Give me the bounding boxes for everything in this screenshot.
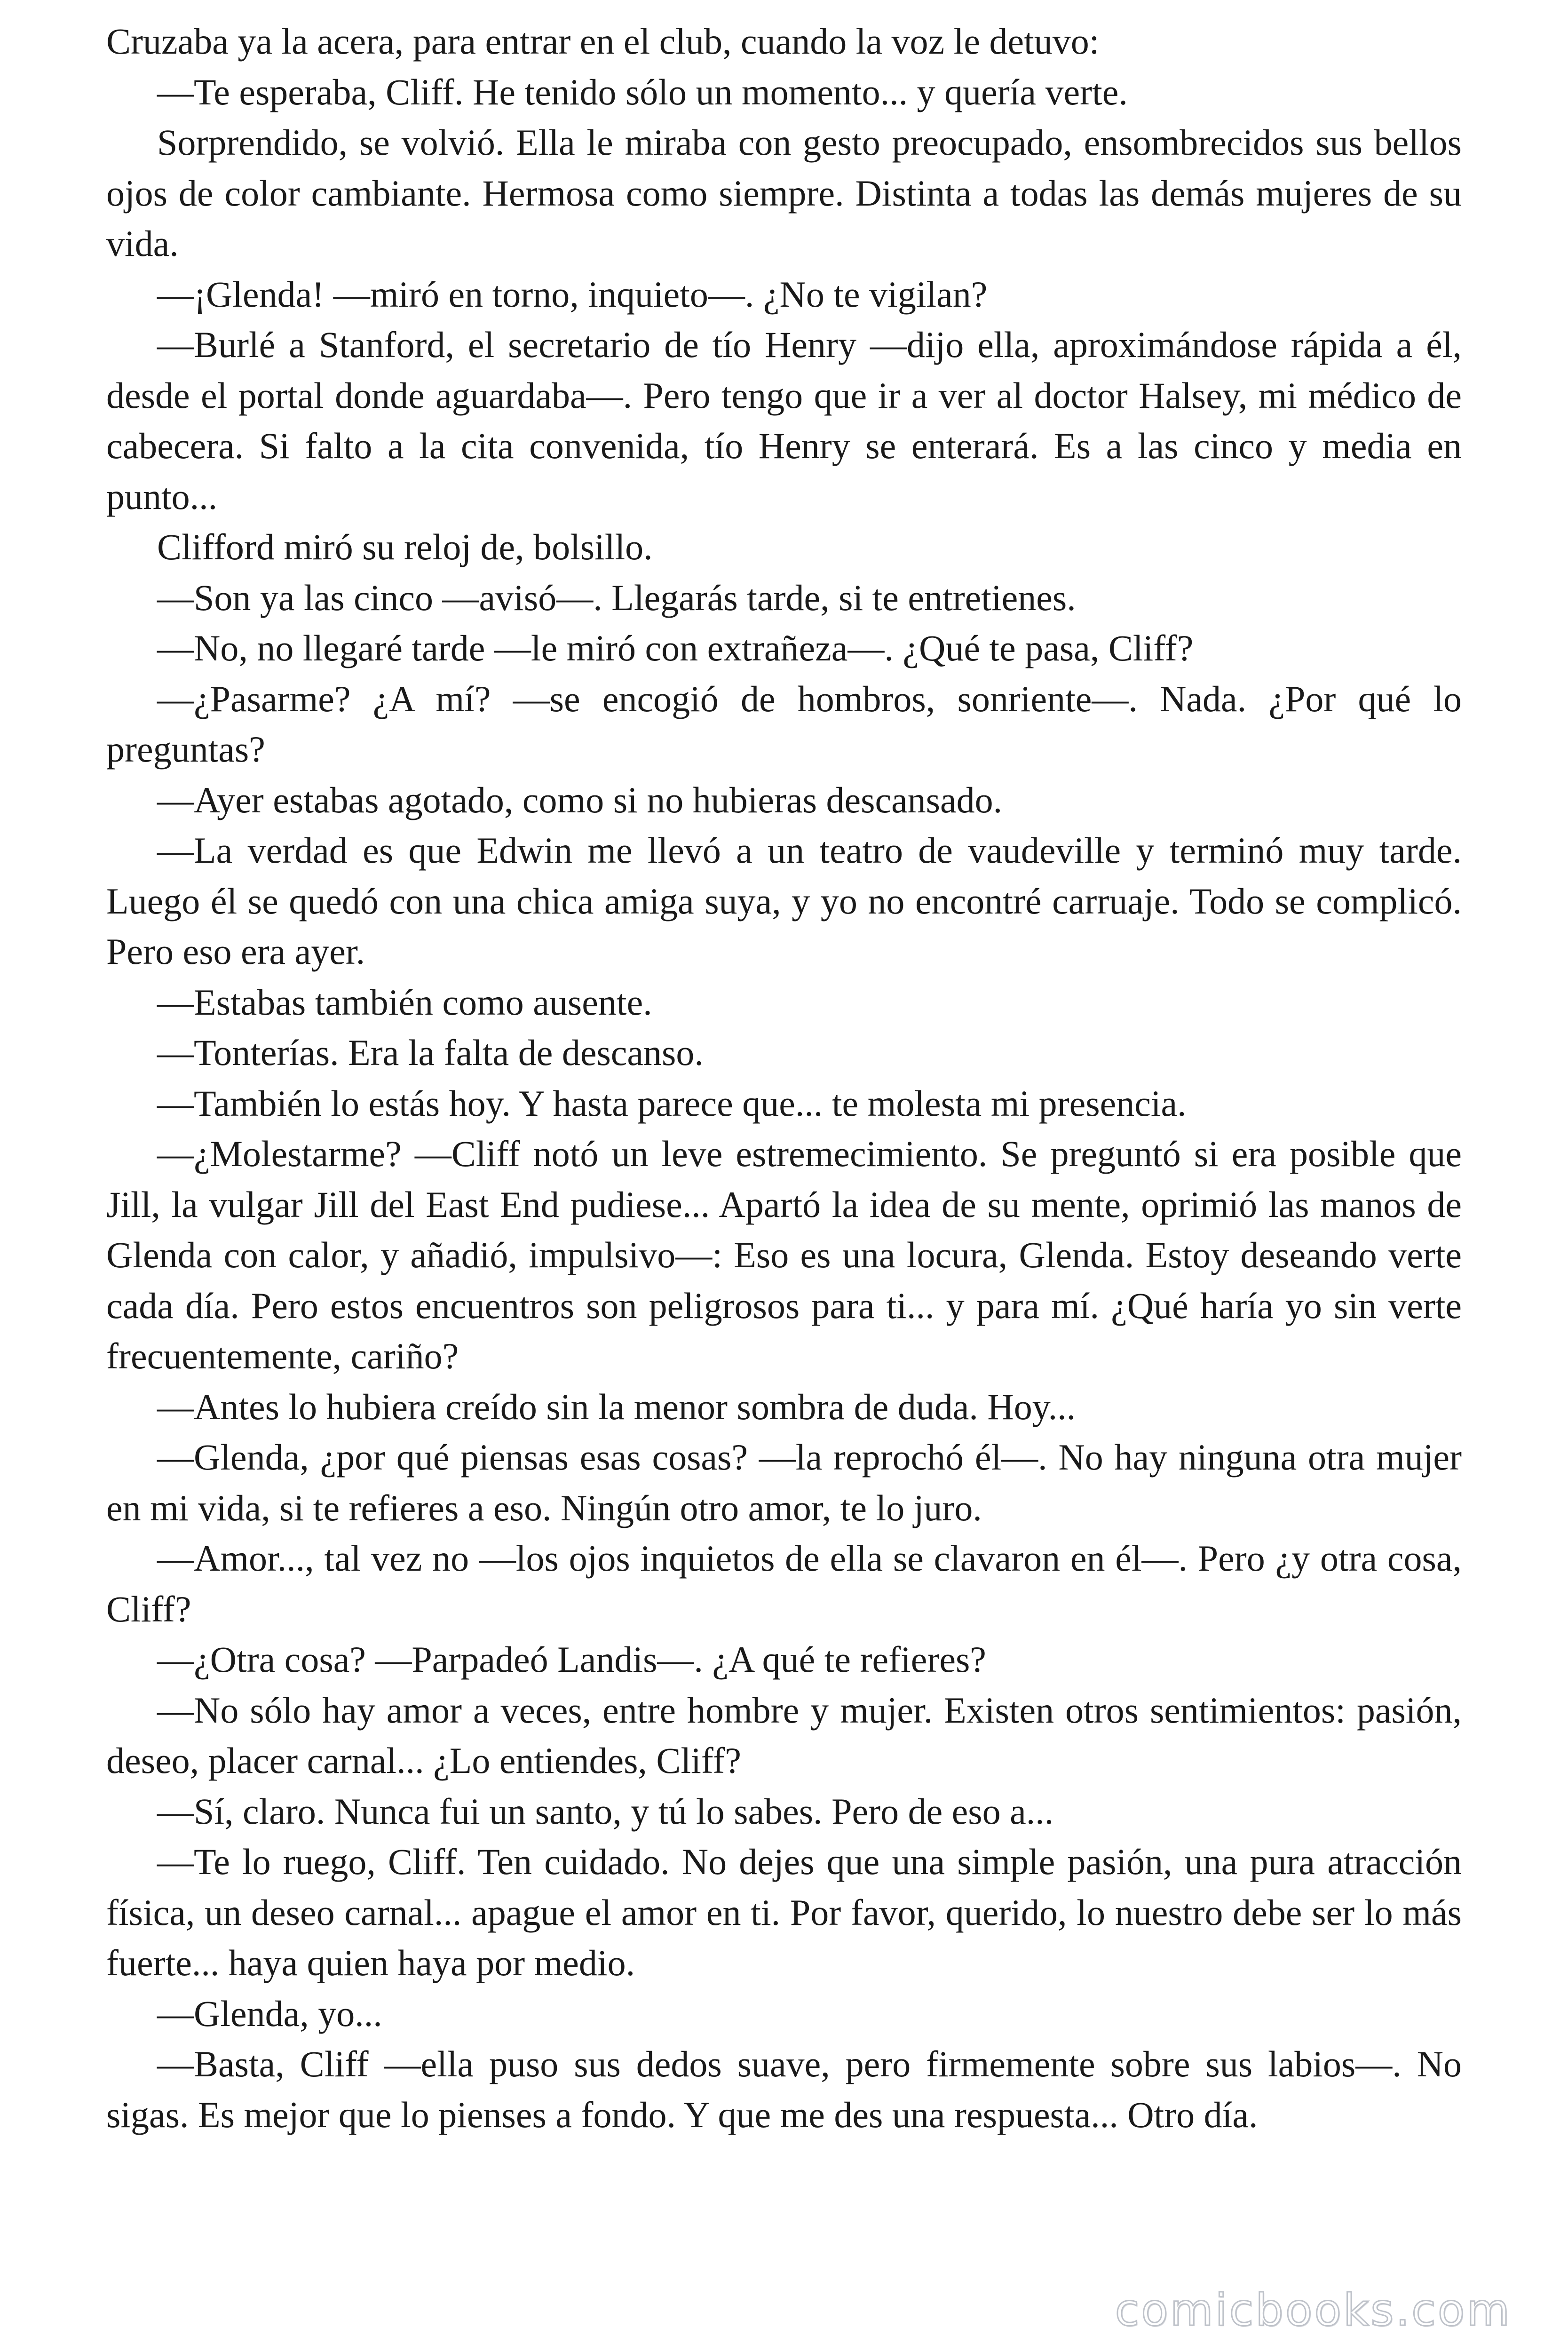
paragraph: Clifford miró su reloj de, bolsillo. xyxy=(157,526,653,567)
paragraph: —No, no llegaré tarde —le miró con extrañeza—. ¿Qué te pasa, Cliff? xyxy=(157,628,1194,668)
watermark: comicbooks.com xyxy=(1115,2285,1512,2336)
paragraph: —Burlé a Stanford, el secretario de tío Henry —dijo ella, aproximándose rápida a él, desde el portal donde aguardaba—. Pero tengo que ir a ver al doctor Halsey, mi médico de cabecera. Si falto a la cita convenida, tío Henry se enterará. Es a las cinco y media en punto... xyxy=(106,324,1462,517)
paragraph: Sorprendido, se volvió. Ella le miraba con gesto preocupado, ensombrecidos sus bellos ojos de color cambiante. Hermosa como siempre. Distinta a todas las demás mujeres de su vida. xyxy=(106,122,1462,264)
paragraph: Cruzaba ya la acera, para entrar en el club, cuando la voz le detuvo: xyxy=(106,21,1100,62)
paragraph: —Ayer estabas agotado, como si no hubieras descansado. xyxy=(157,779,1003,820)
paragraph: —Estabas también como ausente. xyxy=(157,981,652,1023)
paragraph: —¡Glenda! —miró en torno, inquieto—. ¿No te vigilan? xyxy=(157,273,988,315)
paragraph: —Son ya las cinco —avisó—. Llegarás tarde, si te entretienes. xyxy=(157,577,1076,618)
paragraph: —Glenda, yo... xyxy=(157,1993,382,2034)
paragraph: —¿Molestarme? —Cliff notó un leve estremecimiento. Se preguntó si era posible que Jill, la vulgar Jill del East End pudiese... Apartó la idea de su mente, oprimió las manos de Glenda con calor, y añadió, impulsivo—: Eso es una locura, Glenda. Estoy deseando verte cada día. Pero estos encuentros son peligrosos para ti... y para mí. ¿Qué haría yo sin verte frecuentemente, cariño? xyxy=(106,1133,1462,1376)
paragraph: —¿Otra cosa? —Parpadeó Landis—. ¿A qué te refieres? xyxy=(157,1639,986,1680)
paragraph: —No sólo hay amor a veces, entre hombre y mujer. Existen otros sentimientos: pasión, deseo, placer carnal... ¿Lo entiendes, Cliff? xyxy=(106,1689,1462,1781)
paragraph: —Glenda, ¿por qué piensas esas cosas? —la reprochó él—. No hay ninguna otra mujer en mi vida, si te refieres a eso. Ningún otro amor, te lo juro. xyxy=(106,1437,1462,1528)
paragraph: —Amor..., tal vez no —los ojos inquietos de ella se clavaron en él—. Pero ¿y otra cosa, Cliff? xyxy=(106,1538,1462,1629)
paragraph: —Antes lo hubiera creído sin la menor sombra de duda. Hoy... xyxy=(157,1386,1076,1427)
paragraph: —Sí, claro. Nunca fui un santo, y tú lo sabes. Pero de eso a... xyxy=(157,1790,1054,1832)
paragraph: —¿Pasarme? ¿A mí? —se encogió de hombros, sonriente—. Nada. ¿Por qué lo preguntas? xyxy=(106,678,1462,770)
page-text xyxy=(106,16,1462,2140)
paragraph: —Tonterías. Era la falta de descanso. xyxy=(157,1032,704,1073)
paragraph: —La verdad es que Edwin me llevó a un teatro de vaudeville y terminó muy tarde. Luego él se quedó con una chica amiga suya, y yo no encontré carruaje. Todo se complicó. Pero eso era ayer. xyxy=(106,830,1462,972)
paragraph: —Basta, Cliff —ella puso sus dedos suave, pero firmemente sobre sus labios—. No sigas. Es mejor que lo pienses a fondo. Y que me des una respuesta... Otro día. xyxy=(106,2043,1462,2135)
paragraph: —Te lo ruego, Cliff. Ten cuidado. No dejes que una simple pasión, una pura atracción física, un deseo carnal... apague el amor en ti. Por favor, querido, lo nuestro debe ser lo más fuerte... haya quien haya por medio. xyxy=(106,1841,1462,1983)
paragraph: —Te esperaba, Cliff. He tenido sólo un momento... y quería verte. xyxy=(157,71,1128,112)
paragraph: —También lo estás hoy. Y hasta parece que... te molesta mi presencia. xyxy=(157,1082,1187,1124)
